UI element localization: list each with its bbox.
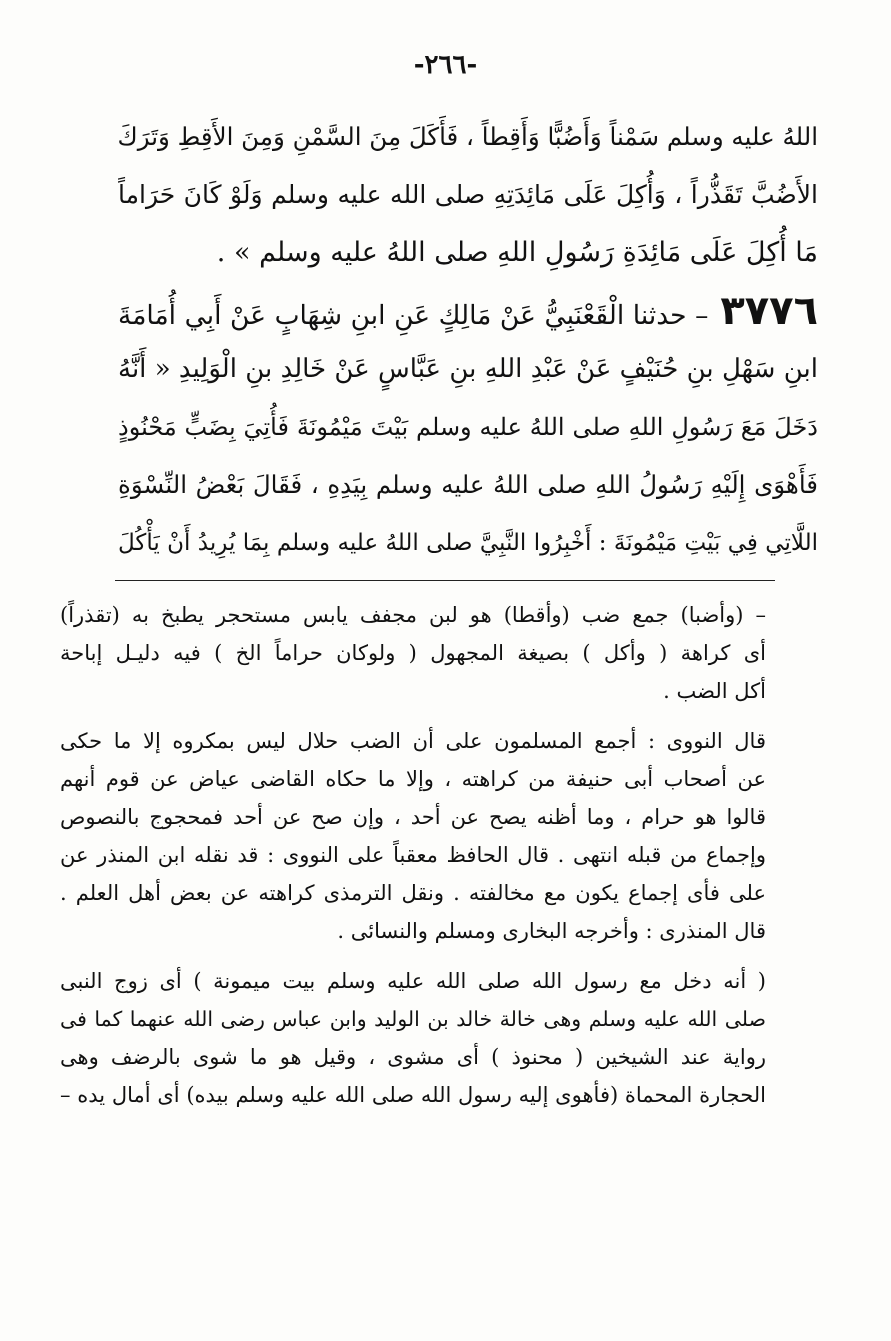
note-paragraph [60, 962, 766, 1114]
main-line-text: – حدثنا الْقَعْنَبِيُّ عَنْ مَالِكٍ عَنِ ابنِ شِهَابٍ عَنْ أَبِي أُمَامَةَ [118, 300, 709, 331]
main-line: اللهُ عليه وسلم سَمْناً وَأَضُبًّا وَأَقِطاً ، فَأَكَلَ مِنَ السَّمْنِ وَمِنَ الأَقِطِ وَتَرَكَ [118, 122, 818, 151]
note-line: على فأى إجماع يكون مع مخالفته . ونقل الترمذى كراهته عن بعض أهل العلم . [60, 881, 766, 905]
hadith-number: ٣٧٧٦ [720, 288, 818, 334]
note-line: قالوا هو حرام ، وما أظنه يصح عن أحد ، وإن صح عن أحد فمحجوج بالنصوص [60, 805, 766, 829]
hadith-text [118, 108, 818, 572]
main-line: ابنِ سَهْلِ بنِ حُنَيْفٍ عَنْ عَبْدِ اللهِ بنِ عَبَّاسٍ عَنْ خَالِدِ بنِ الْوَلِيدِ « أَنَّهُ [118, 354, 818, 384]
note-line: – (وأضبا) جمع ضب (وأقطا) هو لبن مجفف يابس مستحجر يطبخ به (تقذراً) [60, 603, 766, 627]
note-line: أى كراهة ( وأكل ) بصيغة المجهول ( ولوكان حراماً الخ ) فيه دليـل إباحة [60, 641, 766, 665]
note-line: أكل الضب . [663, 679, 766, 703]
commentary-notes [60, 596, 766, 1114]
note-line: قال النووى : أجمع المسلمون على أن الضب حلال ليس بمكروه إلا ما حكى [60, 729, 766, 753]
note-paragraph [60, 596, 766, 710]
main-line: الأَضُبَّ تَقَذُّراً ، وَأُكِلَ عَلَى مَائِدَتِهِ صلى الله عليه وسلم وَلَوْ كَانَ حَرَاماً [118, 180, 818, 209]
note-line: قال المنذرى : وأخرجه البخارى ومسلم والنسائى . [337, 919, 766, 943]
main-line: مَا أُكِلَ عَلَى مَائِدَةِ رَسُولِ اللهِ صلى اللهُ عليه وسلم » . [216, 237, 818, 268]
main-line: اللَّاتِي فِي بَيْتِ مَيْمُونَةَ : أَخْبِرُوا النَّبِيَّ صلى اللهُ عليه وسلم بِمَا يُرِيدُ أَنْ يَأْكُلَ [118, 530, 818, 556]
footnote-divider [115, 580, 775, 581]
note-line: ( أنه دخل مع رسول الله صلى الله عليه وسلم بيت ميمونة ) أى زوج النبى [60, 969, 766, 993]
note-line: الحجارة المحماة (فأهوى إليه رسول الله صلى الله عليه وسلم بيده) أى أمال يده – [60, 1083, 766, 1107]
main-line: فَأَهْوَى إِلَيْهِ رَسُولُ اللهِ صلى اللهُ عليه وسلم بِيَدِهِ ، فَقَالَ بَعْضُ النِّسْوَةِ [118, 470, 818, 499]
note-line: رواية عند الشيخين ( محنوذ ) أى مشوى ، وقيل هو ما شوى بالرضف وهى [60, 1045, 766, 1069]
note-line: وإجماع من قبله انتهى . قال الحافظ معقباً على النووى : قد نقله ابن المنذر عن [60, 843, 766, 867]
main-line: دَخَلَ مَعَ رَسُولِ اللهِ صلى اللهُ عليه وسلم بَيْتَ مَيْمُونَةَ فَأُتِيَ بِضَبٍّ مَحْنُوذٍ [118, 413, 818, 441]
note-line: عن أصحاب أبى حنيفة من كراهته ، وإلا ما حكاه القاضى عياض عن قوم أنهم [60, 767, 766, 791]
note-line: صلى الله عليه وسلم وهى خالة خالد بن الوليد وابن عباس رضى الله عنهما كما فى [60, 1007, 766, 1031]
note-paragraph [60, 722, 766, 950]
page-number: -٢٦٦- [413, 50, 478, 80]
main-line-with-number [118, 282, 818, 340]
